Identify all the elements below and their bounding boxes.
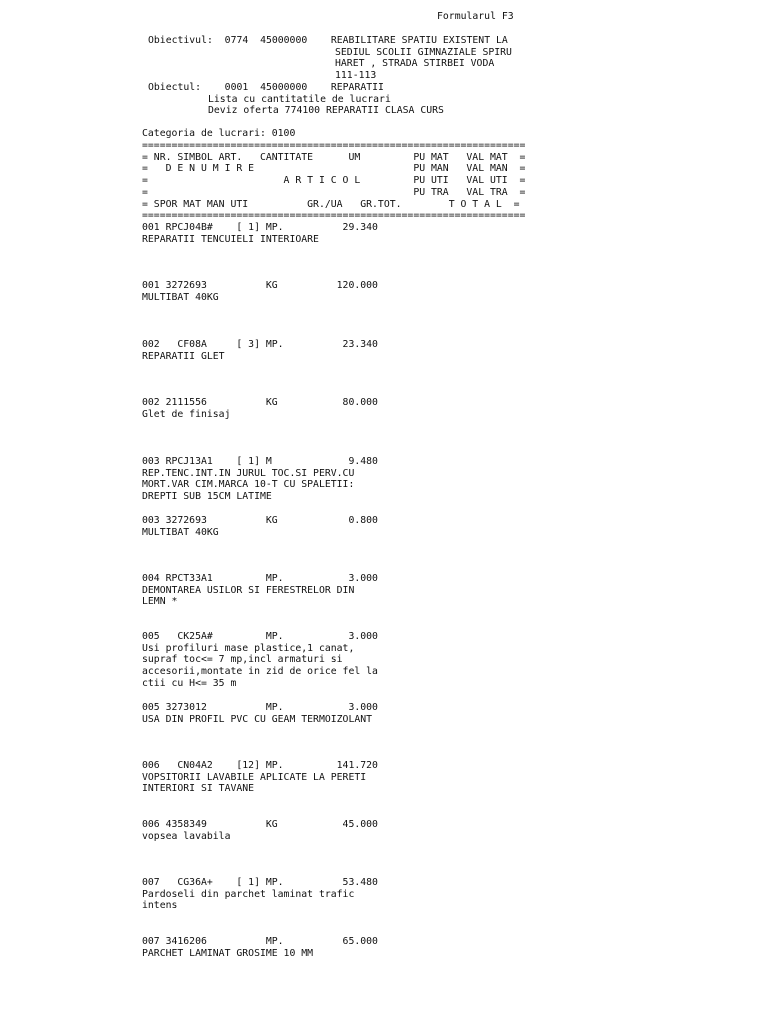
entry-description: ctii cu H<= 35 m (142, 677, 237, 689)
entry-code-line: 007 CG36A+ [ 1] MP. 53.480 (142, 877, 378, 888)
objective-line: 111-113 (335, 70, 377, 82)
entry-description: USA DIN PROFIL PVC CU GEAM TERMOIZOLANT (142, 713, 373, 725)
estimate-line: Deviz oferta 774100 REPARATII CLASA CURS (208, 105, 444, 117)
entry-description: Glet de finisaj (142, 408, 231, 420)
entry-description: supraf toc<= 7 mp,incl armaturi si (142, 654, 343, 666)
list-title: Lista cu cantitatile de lucrari (208, 93, 391, 105)
entry-description: accesorii,montate in zid de orice fel la (142, 666, 378, 678)
entry-code-line: 002 2111556 KG 80.000 (142, 397, 378, 408)
entry-code-line: 006 CN04A2 [12] MP. 141.720 (142, 760, 378, 771)
entry-code-line: 002 CF08A [ 3] MP. 23.340 (142, 339, 378, 350)
entry-description: MULTIBAT 40KG (142, 526, 219, 538)
entry-description: intens (142, 900, 178, 912)
objective-line: Obiectivul: 0774 45000000 REABILITARE SPATIU EXISTENT LA (148, 35, 508, 46)
entry-code-line: 003 RPCJ13A1 [ 1] M 9.480 (142, 456, 378, 467)
entry-code-line: 006 4358349 KG 45.000 (142, 819, 378, 830)
entry-code-line: 001 RPCJ04B# [ 1] MP. 29.340 (142, 222, 378, 233)
entry-description: LEMN * (142, 596, 178, 608)
entry-description: REP.TENC.INT.IN JURUL TOC.SI PERV.CU (142, 467, 355, 479)
entry-description: MORT.VAR CIM.MARCA 10-T CU SPALETII: (142, 479, 355, 491)
form-label: Formularul F3 (437, 11, 514, 22)
entry-code-line: 001 3272693 KG 120.000 (142, 280, 378, 291)
entry-description: MULTIBAT 40KG (142, 291, 219, 303)
entry-description: Pardoseli din parchet laminat trafic (142, 888, 355, 900)
table-header-row: = SPOR MAT MAN UTI GR./UA GR.TOT. T O T A L = (142, 198, 520, 210)
object-line: Obiectul: 0001 45000000 REPARATII (148, 81, 384, 93)
work-category: Categoria de lucrari: 0100 (142, 128, 296, 139)
entry-description: REPARATII GLET (142, 350, 225, 362)
entry-description: VOPSITORII LAVABILE APLICATE LA PERETI (142, 771, 367, 783)
entry-description: REPARATII TENCUIELI INTERIOARE (142, 233, 319, 245)
table-header-row: = NR. SIMBOL ART. CANTITATE UM PU MAT VAL MAT = (142, 151, 526, 163)
entry-code-line: 005 3273012 MP. 3.000 (142, 702, 378, 713)
entry-description: PARCHET LAMINAT GROSIME 10 MM (142, 947, 314, 959)
objective-line: HARET , STRADA STIRBEI VODA (335, 58, 495, 70)
entry-description: DEMONTAREA USILOR SI FERESTRELOR DIN (142, 584, 355, 596)
table-header-row: = A R T I C O L PU UTI VAL UTI = (142, 175, 526, 187)
entry-code-line: 004 RPCT33A1 MP. 3.000 (142, 573, 378, 584)
objective-line: SEDIUL SCOLII GIMNAZIALE SPIRU (335, 46, 512, 58)
table-header-row: = PU TRA VAL TRA = (142, 186, 526, 198)
entry-code-line: 003 3272693 KG 0.800 (142, 515, 378, 526)
table-header-row: = D E N U M I R E PU MAN VAL MAN = (142, 163, 526, 175)
entry-description: vopsea lavabila (142, 830, 231, 842)
entry-description: Usi profiluri mase plastice,1 canat, (142, 642, 355, 654)
entry-description: INTERIORI SI TAVANE (142, 783, 255, 795)
table-rule: ================================================================= (142, 140, 526, 151)
entry-description: DREPTI SUB 15CM LATIME (142, 491, 272, 503)
entry-code-line: 005 CK25A# MP. 3.000 (142, 631, 378, 642)
entry-code-line: 007 3416206 MP. 65.000 (142, 936, 378, 947)
table-rule: ================================================================= (142, 210, 526, 222)
